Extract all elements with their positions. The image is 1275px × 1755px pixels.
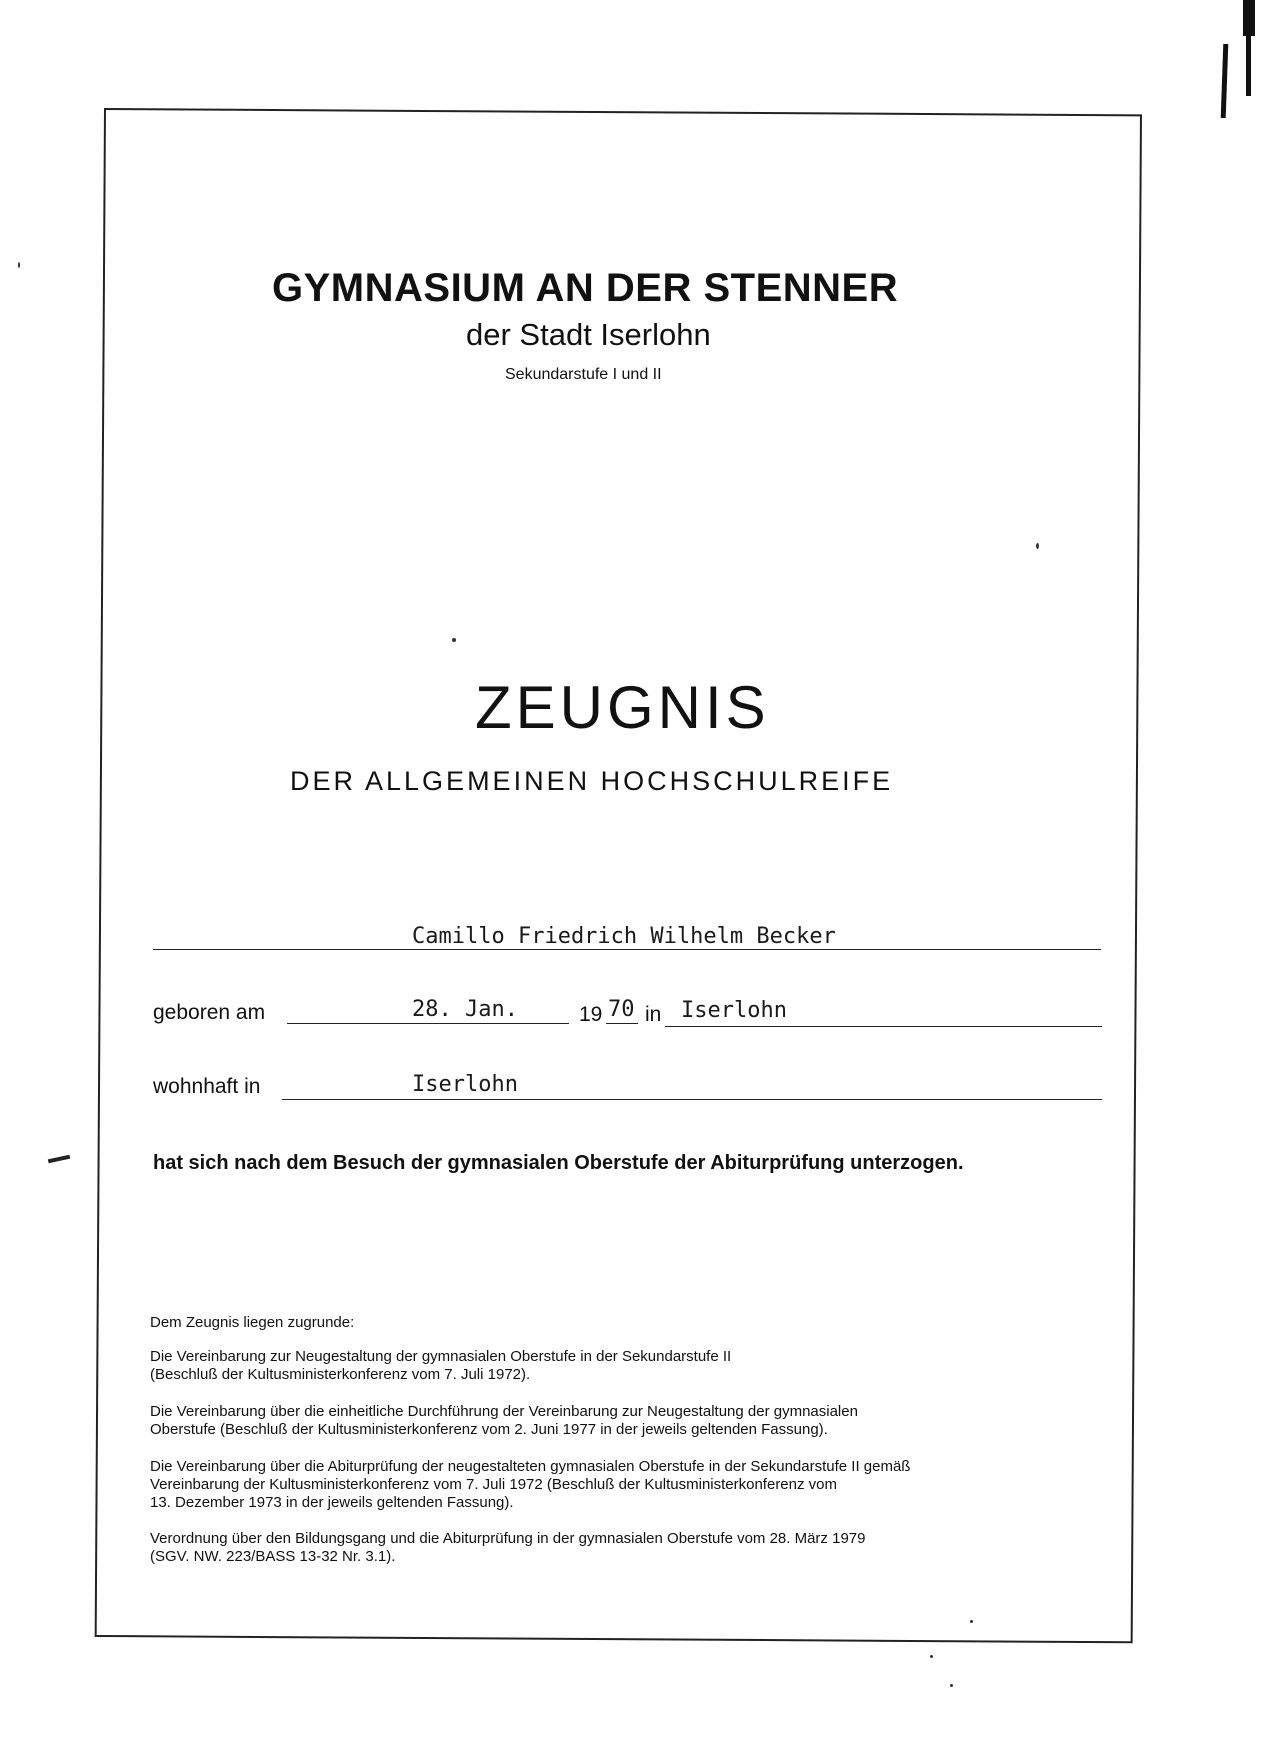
scan-speck <box>452 638 456 642</box>
exam-statement: hat sich nach dem Besuch der gymnasialen Oberstufe der Abiturprüfung unterzogen. <box>153 1152 964 1174</box>
birth-year-suffix: 70 <box>608 997 635 1022</box>
scan-mark <box>1243 0 1255 36</box>
name-line <box>153 949 1101 950</box>
birth-place-line <box>665 1026 1102 1027</box>
document-title: ZEUGNIS <box>475 674 770 741</box>
scan-speck <box>1036 543 1039 549</box>
legal-basis-paragraph: Die Vereinbarung zur Neugestaltung der gymnasialen Oberstufe in der Sekundarstufe II (Beschluß der Kultusministerkonferenz vom 7. Juli 1972). <box>150 1348 732 1383</box>
scan-mark <box>48 1155 70 1163</box>
residence-line <box>282 1099 1102 1100</box>
birth-date-line <box>287 1023 569 1024</box>
scan-speck <box>950 1684 953 1687</box>
scan-mark <box>1221 44 1229 118</box>
legal-basis-paragraph: Verordnung über den Bildungsgang und die Abiturprüfung in der gymnasialen Oberstufe vom 28. März 1979 (SGV. NW. 223/BASS 13-32 Nr. 3.1). <box>150 1530 866 1565</box>
residence-place: Iserlohn <box>412 1072 518 1097</box>
scan-speck <box>970 1620 973 1623</box>
birth-label: geboren am <box>153 1001 266 1024</box>
document-subtitle: DER ALLGEMEINEN HOCHSCHULREIFE <box>290 766 894 796</box>
birth-in-label: in <box>645 1003 662 1026</box>
legal-basis-paragraph: Die Vereinbarung über die einheitliche Durchführung der Vereinbarung zur Neugestaltung der gymnasialen Oberstufe (Beschluß der Kultusministerkonferenz vom 2. Juni 1977 in der jeweils geltenden Fassung). <box>150 1403 858 1438</box>
student-name: Camillo Friedrich Wilhelm Becker <box>412 924 836 949</box>
residence-label: wohnhaft in <box>153 1075 261 1098</box>
birth-day-month: 28. Jan. <box>412 997 518 1022</box>
birth-year-line <box>606 1023 638 1024</box>
legal-basis-heading: Dem Zeugnis liegen zugrunde: <box>150 1314 355 1331</box>
birth-place: Iserlohn <box>681 998 787 1023</box>
school-city: der Stadt Iserlohn <box>466 317 711 352</box>
school-name: GYMNASIUM AN DER STENNER <box>272 266 899 310</box>
scan-speck <box>930 1655 933 1658</box>
scan-speck <box>18 262 20 268</box>
scan-mark <box>1246 36 1251 96</box>
school-levels: Sekundarstufe I und II <box>505 366 662 383</box>
legal-basis-paragraph: Die Vereinbarung über die Abiturprüfung der neugestalteten gymnasialen Oberstufe in der Sekundarstufe II gemäß Vereinbarung der Kultusministerkonferenz vom 7. Juli 1972 (Beschluß der Kultusministerkonferenz vom 13. Dezember 1973 in der jeweils geltenden Fassung). <box>150 1458 911 1511</box>
birth-year-prefix: 19 <box>579 1003 603 1026</box>
